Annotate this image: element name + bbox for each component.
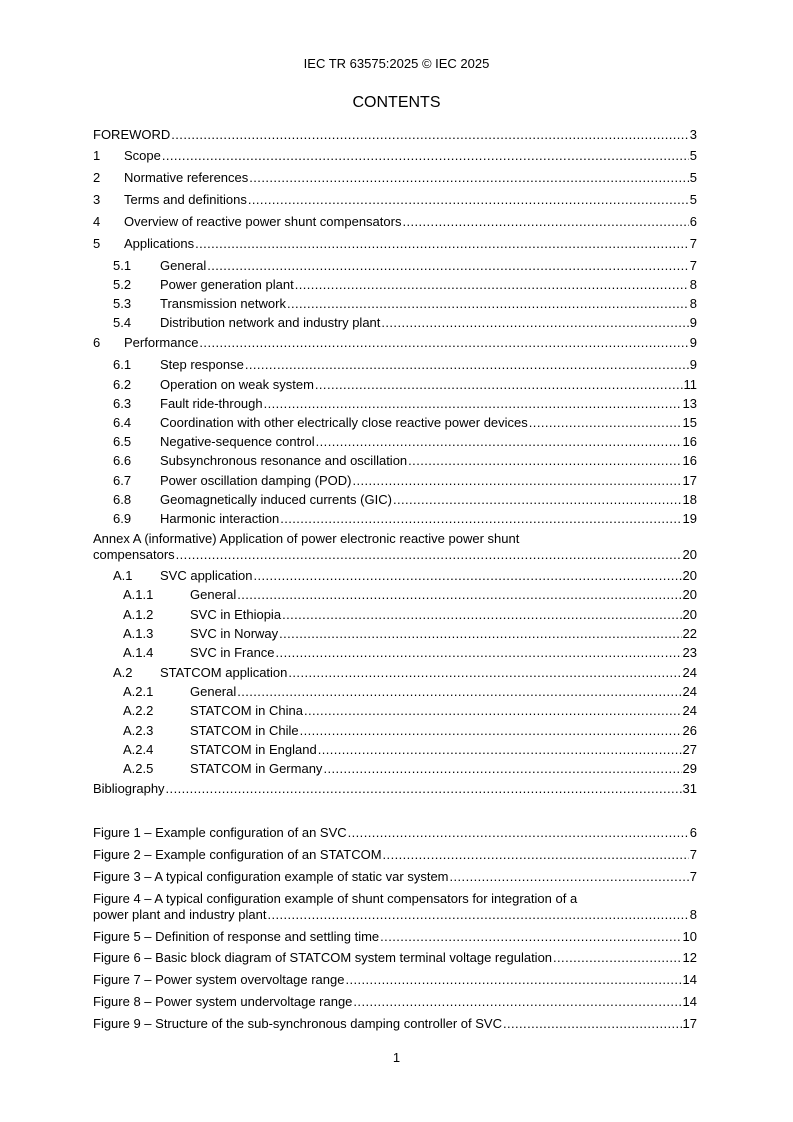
dot-leader xyxy=(393,491,682,508)
toc-entry-number: 4 xyxy=(93,214,101,229)
toc-entry-number: A.1.1 xyxy=(123,587,154,602)
toc-entry[interactable] xyxy=(93,1015,697,1032)
toc-entry[interactable] xyxy=(93,235,697,252)
toc-entry-number: A.1.2 xyxy=(123,607,154,622)
toc-entry-page: 26 xyxy=(682,723,697,738)
toc-entry[interactable] xyxy=(93,683,697,700)
toc-entry-number: A.2.5 xyxy=(123,761,154,776)
toc-entry-number: 6 xyxy=(93,335,101,350)
toc-entry-title: Overview of reactive power shunt compensators xyxy=(124,214,402,229)
toc-entry-number: A.1 xyxy=(113,568,133,583)
toc-entry-title: compensators xyxy=(93,547,175,562)
toc-entry[interactable] xyxy=(93,334,697,351)
toc-entry-page: 20 xyxy=(682,547,697,562)
toc-entry-title: Performance xyxy=(124,335,199,350)
dot-leader xyxy=(529,414,682,431)
toc-entry-number: A.1.3 xyxy=(123,626,154,641)
dot-leader xyxy=(345,971,681,988)
toc-entry-page: 5 xyxy=(689,170,697,185)
toc-entry-number: A.2.4 xyxy=(123,742,154,757)
toc-entry-number: 6.2 xyxy=(113,377,132,392)
dot-leader xyxy=(318,741,682,758)
dot-leader xyxy=(237,586,681,603)
toc-entry-title: STATCOM in Chile xyxy=(190,723,299,738)
toc-entry-page: 24 xyxy=(682,665,697,680)
dot-leader xyxy=(171,126,688,143)
toc-entry-title: FOREWORD xyxy=(93,127,171,142)
toc-entry-page: 12 xyxy=(682,950,697,965)
dot-leader xyxy=(288,664,681,681)
toc-entry[interactable] xyxy=(93,846,697,863)
toc-entry-page: 15 xyxy=(682,415,697,430)
toc-entry-title: Step response xyxy=(160,357,244,372)
toc-entry-page: 16 xyxy=(682,453,697,468)
dot-leader xyxy=(282,606,681,623)
toc-entry-number: 6.7 xyxy=(113,473,132,488)
toc-entry-page: 9 xyxy=(689,315,697,330)
toc-entry-page: 23 xyxy=(682,645,697,660)
toc-entry-page: 31 xyxy=(682,781,697,796)
toc-entry[interactable] xyxy=(93,257,697,274)
toc-entry-page: 17 xyxy=(682,473,697,488)
toc-entry[interactable] xyxy=(93,213,697,230)
toc-entry[interactable] xyxy=(93,971,697,988)
toc-entry-title: Fault ride-through xyxy=(160,396,263,411)
toc-entry[interactable] xyxy=(93,606,697,623)
toc-entry-number: 5.4 xyxy=(113,315,132,330)
dot-leader xyxy=(352,472,681,489)
dot-leader xyxy=(353,993,681,1010)
toc-entry-page: 8 xyxy=(689,907,697,922)
dot-leader xyxy=(380,928,681,945)
toc-entry[interactable] xyxy=(93,586,697,603)
toc-entry-page: 20 xyxy=(682,568,697,583)
dot-leader xyxy=(249,169,688,186)
dot-leader xyxy=(295,276,689,293)
toc-entry[interactable] xyxy=(93,993,697,1010)
dot-leader xyxy=(402,213,688,230)
toc-entry[interactable] xyxy=(93,928,697,945)
toc-entry-number: 6.9 xyxy=(113,511,132,526)
dot-leader xyxy=(348,824,689,841)
toc-entry-number: 6.5 xyxy=(113,434,132,449)
toc-entry-title: General xyxy=(190,684,237,699)
toc-entry[interactable] xyxy=(93,314,697,331)
toc-entry-title: SVC application xyxy=(160,568,253,583)
dot-leader xyxy=(316,433,682,450)
toc-entry[interactable] xyxy=(93,722,697,739)
toc-entry-title: Figure 7 – Power system overvoltage range xyxy=(93,972,345,987)
toc-entry[interactable] xyxy=(93,890,697,907)
toc-entry-page: 16 xyxy=(682,434,697,449)
dot-leader xyxy=(323,760,681,777)
toc-entry-page: 13 xyxy=(682,396,697,411)
toc-entry[interactable] xyxy=(93,452,697,469)
toc-entry-page: 6 xyxy=(689,825,697,840)
dot-leader xyxy=(287,295,689,312)
toc-entry-title: Normative references xyxy=(124,170,249,185)
toc-entry-title: Figure 5 – Definition of response and settling time xyxy=(93,929,380,944)
toc-entry-page: 14 xyxy=(682,994,697,1009)
toc-entry-title: STATCOM in Germany xyxy=(190,761,323,776)
toc-entry-title: STATCOM in England xyxy=(190,742,317,757)
toc-entry-page: 8 xyxy=(689,296,697,311)
toc-entry-number: 6.1 xyxy=(113,357,132,372)
contents-title: CONTENTS xyxy=(352,94,441,111)
toc-entry-number: A.1.4 xyxy=(123,645,154,660)
toc-entry-title: Terms and definitions xyxy=(124,192,247,207)
toc-entry-page: 18 xyxy=(682,492,697,507)
toc-entry[interactable] xyxy=(93,376,697,393)
dot-leader xyxy=(381,314,688,331)
toc-entry-number: A.2.1 xyxy=(123,684,154,699)
dot-leader xyxy=(267,906,688,923)
toc-entry[interactable] xyxy=(93,906,697,923)
toc-entry[interactable] xyxy=(93,664,697,681)
dot-leader xyxy=(279,625,681,642)
toc-entry-page: 9 xyxy=(689,335,697,350)
toc-entry-number: 1 xyxy=(93,148,101,163)
toc-entry-title: Distribution network and industry plant xyxy=(160,315,381,330)
toc-entry[interactable] xyxy=(93,472,697,489)
dot-leader xyxy=(254,567,682,584)
dot-leader xyxy=(553,949,682,966)
dot-leader xyxy=(264,395,682,412)
toc-entry-number: A.2.2 xyxy=(123,703,154,718)
toc-entry[interactable] xyxy=(93,276,697,293)
toc-entry-title: Figure 9 – Structure of the sub-synchronous damping controller of SVC xyxy=(93,1016,502,1031)
toc-entry-number: 6.8 xyxy=(113,492,132,507)
toc-entry[interactable] xyxy=(93,169,697,186)
toc-entry[interactable] xyxy=(93,868,697,885)
toc-entry[interactable] xyxy=(93,760,697,777)
toc-entry-page: 20 xyxy=(682,607,697,622)
toc-entry-page: 5 xyxy=(689,148,697,163)
toc-entry-page: 17 xyxy=(682,1016,697,1031)
toc-entry[interactable] xyxy=(93,433,697,450)
dot-leader xyxy=(195,235,689,252)
toc-entry-title: Figure 8 – Power system undervoltage range xyxy=(93,994,353,1009)
toc-entry-number: 6.6 xyxy=(113,453,132,468)
toc-entry-title: power plant and industry plant xyxy=(93,907,267,922)
toc-entry-number: 6.4 xyxy=(113,415,132,430)
toc-entry-page: 7 xyxy=(689,869,697,884)
toc-entry-number: 5.2 xyxy=(113,277,132,292)
toc-entry-title: Annex A (informative) Application of power electronic reactive power shunt xyxy=(93,531,520,546)
toc-entry[interactable] xyxy=(93,567,697,584)
toc-entry[interactable] xyxy=(93,295,697,312)
dot-leader xyxy=(304,702,682,719)
toc-entry-number: 2 xyxy=(93,170,101,185)
toc-entry-title: Figure 6 – Basic block diagram of STATCOM system terminal voltage regulation xyxy=(93,950,553,965)
toc-entry[interactable] xyxy=(93,126,697,143)
toc-entry[interactable] xyxy=(93,824,697,841)
toc-entry[interactable] xyxy=(93,949,697,966)
toc-entry[interactable] xyxy=(93,395,697,412)
dot-leader xyxy=(248,191,689,208)
toc-entry-number: 6.3 xyxy=(113,396,132,411)
toc-entry-title: Negative-sequence control xyxy=(160,434,315,449)
toc-entry-page: 22 xyxy=(682,626,697,641)
toc-entry-page: 7 xyxy=(689,847,697,862)
toc-entry-page: 5 xyxy=(689,192,697,207)
toc-entry-page: 19 xyxy=(682,511,697,526)
document-header: IEC TR 63575:2025 © IEC 2025 xyxy=(303,56,490,71)
toc-entry[interactable] xyxy=(93,191,697,208)
toc-entry-title: General xyxy=(190,587,237,602)
toc-entry-title: SVC in Ethiopia xyxy=(190,607,282,622)
dot-leader xyxy=(207,257,689,274)
dot-leader xyxy=(408,452,681,469)
toc-entry-title: Subsynchronous resonance and oscillation xyxy=(160,453,408,468)
dot-leader xyxy=(276,644,682,661)
dot-leader xyxy=(176,546,682,563)
toc-entry-title: Operation on weak system xyxy=(160,377,314,392)
toc-entry-page: 14 xyxy=(682,972,697,987)
toc-entry-page: 3 xyxy=(689,127,697,142)
toc-entry-page: 24 xyxy=(682,703,697,718)
dot-leader xyxy=(199,334,688,351)
toc-entry-number: 5 xyxy=(93,236,101,251)
dot-leader xyxy=(162,147,689,164)
toc-entry-page: 29 xyxy=(682,761,697,776)
dot-leader xyxy=(315,376,683,393)
dot-leader xyxy=(245,356,689,373)
toc-entry[interactable] xyxy=(93,546,697,563)
dot-leader xyxy=(166,780,682,797)
toc-entry-page: 7 xyxy=(689,258,697,273)
toc-entry[interactable] xyxy=(93,702,697,719)
toc-entry-number: A.2.3 xyxy=(123,723,154,738)
toc-entry-title: Figure 3 – A typical configuration example of static var system xyxy=(93,869,449,884)
toc-entry[interactable] xyxy=(93,741,697,758)
toc-entry[interactable] xyxy=(93,530,697,547)
toc-entry-title: SVC in Norway xyxy=(190,626,279,641)
toc-entry[interactable] xyxy=(93,147,697,164)
toc-entry-title: Power oscillation damping (POD) xyxy=(160,473,352,488)
toc-entry[interactable] xyxy=(93,510,697,527)
toc-entry-title: Geomagnetically induced currents (GIC) xyxy=(160,492,392,507)
dot-leader xyxy=(383,846,689,863)
toc-entry-page: 7 xyxy=(689,236,697,251)
toc-entry[interactable] xyxy=(93,625,697,642)
toc-entry-title: SVC in France xyxy=(190,645,275,660)
toc-entry[interactable] xyxy=(93,491,697,508)
toc-entry-page: 27 xyxy=(682,742,697,757)
toc-entry-title: Transmission network xyxy=(160,296,286,311)
toc-entry-number: 5.3 xyxy=(113,296,132,311)
toc-entry-page: 24 xyxy=(682,684,697,699)
toc-entry-title: STATCOM application xyxy=(160,665,288,680)
toc-entry-title: STATCOM in China xyxy=(190,703,303,718)
toc-entry-title: Figure 2 – Example configuration of an STATCOM xyxy=(93,847,382,862)
toc-entry[interactable] xyxy=(93,356,697,373)
toc-entry[interactable] xyxy=(93,414,697,431)
toc-entry-title: Power generation plant xyxy=(160,277,294,292)
toc-entry-title: Figure 1 – Example configuration of an SVC xyxy=(93,825,347,840)
toc-entry-title: Harmonic interaction xyxy=(160,511,280,526)
toc-entry-page: 6 xyxy=(689,214,697,229)
toc-entry-title: Coordination with other electrically close reactive power devices xyxy=(160,415,528,430)
dot-leader xyxy=(450,868,689,885)
page-number: 1 xyxy=(392,1050,401,1065)
toc-entry-page: 9 xyxy=(689,357,697,372)
dot-leader xyxy=(503,1015,682,1032)
dot-leader xyxy=(280,510,681,527)
toc-entry[interactable] xyxy=(93,780,697,797)
toc-entry-page: 11 xyxy=(683,377,697,392)
toc-entry-page: 10 xyxy=(682,929,697,944)
dot-leader xyxy=(300,722,682,739)
toc-entry-page: 8 xyxy=(689,277,697,292)
toc-entry-number: A.2 xyxy=(113,665,133,680)
toc-entry-title: Bibliography xyxy=(93,781,165,796)
dot-leader xyxy=(237,683,681,700)
toc-entry-page: 20 xyxy=(682,587,697,602)
toc-entry-title: Scope xyxy=(124,148,161,163)
toc-entry-number: 5.1 xyxy=(113,258,132,273)
toc-entry-title: Applications xyxy=(124,236,195,251)
toc-entry[interactable] xyxy=(93,644,697,661)
toc-entry-title: General xyxy=(160,258,207,273)
toc-entry-title: Figure 4 – A typical configuration example of shunt compensators for integration of a xyxy=(93,891,578,906)
toc-entry-number: 3 xyxy=(93,192,101,207)
